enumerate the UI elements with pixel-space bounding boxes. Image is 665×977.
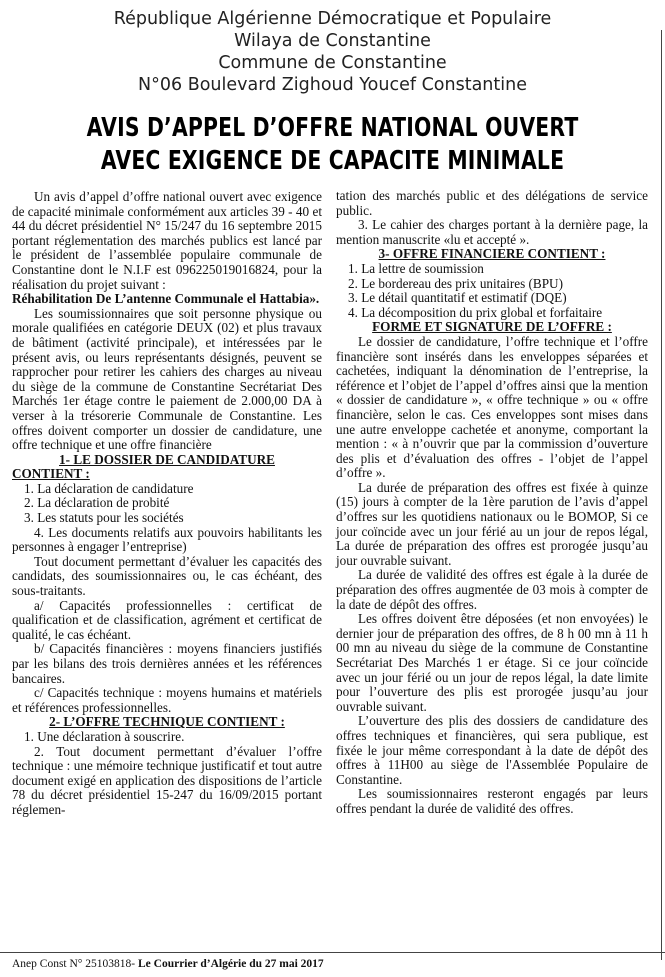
- section-1-title-a: 1- LE DOSSIER DE CANDIDATURE: [59, 451, 275, 467]
- capacities-paragraph: Tout document permettant d’évaluer les capacités des candidats, des soumissionnaires ou, le cas échéant, des sous-traitants.: [12, 553, 322, 599]
- section-3-title: 3- OFFRE FINANCIERE CONTIENT :: [378, 246, 606, 262]
- deposit-paragraph: Les offres doivent être déposées (et non envoyées) le dernier jour de préparation des offres, de 8 h 00 mn à 11 h 00 mn au niveau du siège de la commune de Constantine Secrétariat Des Marchés 1 er étage. Si ce jour coïncide avec un jour férié ou un jour de repos légal, la date limite pour l’ouverture des plis est prorogée jusqu’au jour ouvrable suivant.: [336, 611, 648, 714]
- validity-paragraph: La durée de validité des offres est égale à la durée de préparation des offres augmentée de 03 mois à compter de la date de dépôt des offres.: [336, 567, 648, 612]
- newspaper-credit: Le Courrier d’Algérie du 27 mai 2017: [137, 958, 324, 970]
- s3-item-4: 4. La décomposition du prix global et forfaitaire: [348, 304, 603, 320]
- header-line-address: N°06 Boulevard Zighoud Youcef Constantine: [138, 75, 527, 95]
- section-2-title: 2- L’OFFRE TECHNIQUE CONTIENT :: [49, 714, 285, 730]
- section-4-title: FORME ET SIGNATURE DE L’OFFRE :: [372, 319, 612, 335]
- project-title: Réhabilitation De L’antenne Communale el Hattabia».: [12, 291, 320, 307]
- opening-paragraph: L’ouverture des plis des dossiers de candidature des offres techniques et financières, qui sera publique, est fixée le jour même correspondant à la date de dépôt des offres à 11H00 au siège de l'Assemblée Populaire de Constantine.: [336, 713, 648, 787]
- continuation-paragraph: tation des marchés public et des délégations de service public.: [336, 188, 648, 218]
- section-1-title-b: CONTIENT :: [12, 466, 90, 482]
- s2-item-1: 1. Une déclaration à souscrire.: [24, 728, 185, 744]
- notice-title-line1: AVIS D’APPEL D’OFFRE NATIONAL OUVERT: [86, 113, 579, 143]
- header-line-wilaya: Wilaya de Constantine: [234, 31, 431, 51]
- intro-paragraph: Un avis d’appel d’offre national ouvert avec exigence de capacité minimale conformément aux articles 39 - 40 et 44 du décret présidentiel N° 15/247 du 16 septembre 2015 portant réglementation des marchés publics est lancé par le président de l’assemblée populaire communale de Constantine dont le N.I.F est 096225019016824, pour la réalisation du projet suivant :: [12, 189, 322, 292]
- left-column: [12, 190, 322, 818]
- s1-item-4: 4. Les documents relatifs aux pouvoirs habilitants les personnes à engager l’entreprise): [12, 524, 322, 555]
- header-line-republic: République Algérienne Démocratique et Populaire: [113, 9, 552, 29]
- notice-title: [67, 112, 599, 178]
- specification-note: 3. Le cahier des charges portant à la dernière page, la mention manuscrite «lu et accepté ».: [336, 217, 648, 247]
- header-line-commune: Commune de Constantine: [218, 53, 447, 73]
- column-rule: [661, 30, 662, 960]
- s3-item-3: 3. Le détail quantitatif et estimatif (DQE): [348, 290, 567, 306]
- notice-title-line2: AVEC EXIGENCE DE CAPACITE MINIMALE: [100, 146, 565, 176]
- s1-item-2: 2. La déclaration de probité: [24, 495, 170, 511]
- publication-footer: [12, 958, 324, 970]
- s1-item-1: 1. La déclaration de candidature: [24, 480, 194, 496]
- envelope-paragraph: Le dossier de candidature, l’offre technique et l’offre financière sont insérés dans les enveloppes séparées et cachetées, indiquant la dénomination de l’entreprise, la référence et l’objet de l’appel d’offres ainsi que la mention « dossier de candidature », « offre technique » ou « offre financière, selon le cas. Ces enveloppes sont mises dans une autre enveloppe cachetée et anonyme, comportant la mention : « à n’ouvrir que par la commission d’ouverture des plis et d’évaluation des offres - l’objet de l’appel d’offre ».: [336, 333, 648, 481]
- s2-item-2: 2. Tout document permettant d’évaluer l’offre technique : une mémoire technique justificatif et tout autre document exigé en application des dispositions de l’article 78 du décret présidentiel 15-247 du 16/09/2015 portant réglemen-: [12, 743, 322, 817]
- eligibility-paragraph: Les soumissionnaires que soit personne physique ou morale qualifiées en catégorie DEUX (02) et plus travaux de bâtiment (activité principale), et intéressées par le présent avis, ou leurs représentants désignés, peuvent se rapprocher pour retirer les cahiers des charges au niveau du siège de la commune de Constantine Secrétariat Des Marchés 1er étage contre le paiement de 2.000,00 DA à verser à la trésorerie Communale de Constantine. Les offres doivent comporter un dossier de candidature, une offre technique et une offre financière: [12, 305, 322, 453]
- issuer-header: [0, 8, 665, 96]
- section-1-title: [12, 453, 322, 468]
- s1-item-3: 3. Les statuts pour les sociétés: [24, 510, 184, 526]
- footer-rule: [0, 952, 665, 953]
- capacity-professional: a/ Capacités professionnelles : certificat de qualification et de classification, agrément et certificat de qualité, le cas échéant.: [12, 597, 322, 642]
- preparation-duration-paragraph: La durée de préparation des offres est fixée à quinze (15) jours à compter de la 1ère parution de l’avis d’appel d’offres sur les quotidiens nationaux ou le BOMOP, Si ce jour coïncide avec un jour férié au un jour de repos légal, La durée de préparation des offres est prorogée jusqu’au jour ouvrable suivant.: [336, 479, 648, 568]
- anep-reference: Anep Const N° 25103818-: [12, 958, 136, 970]
- right-column: [336, 189, 648, 817]
- commitment-paragraph: Les soumissionnaires resteront engagés par leurs offres pendant la durée de validité des offres.: [336, 786, 648, 816]
- s3-item-1: 1. La lettre de soumission: [348, 260, 484, 276]
- s3-item-2: 2. Le bordereau des prix unitaires (BPU): [348, 275, 563, 291]
- capacity-technical: c/ Capacités technique : moyens humains et matériels et références professionnelles.: [12, 685, 322, 715]
- capacity-financial: b/ Capacités financières : moyens financiers justifiés par les bilans des trois dernières années et les références bancaires.: [12, 641, 322, 686]
